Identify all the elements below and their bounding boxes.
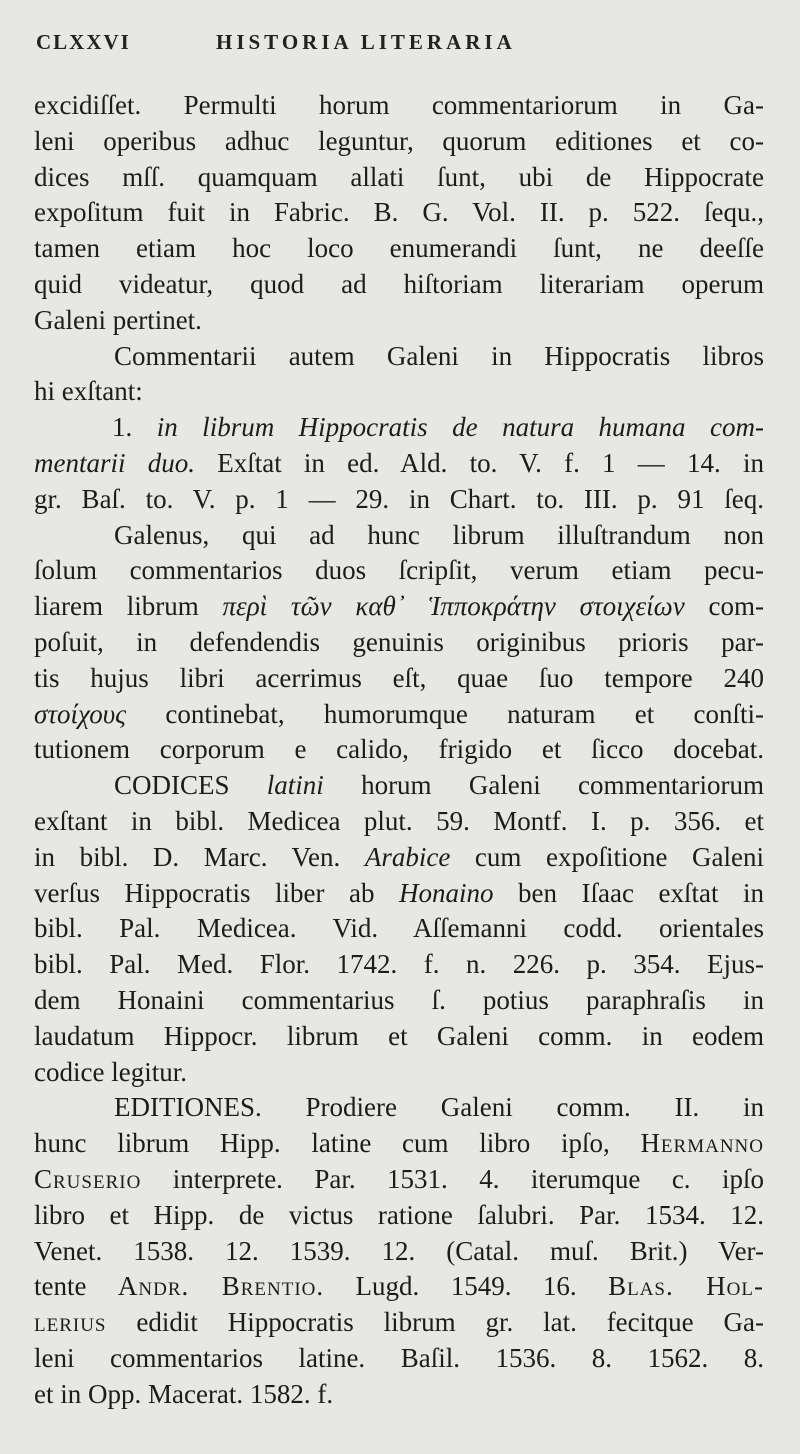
text-line: dem Honaini commentarius ſ. potius paraphraſis in [34,984,764,1015]
text-line: lerius edidit Hippocratis librum gr. lat. fecitque Ga- [34,1307,764,1338]
text-body [34,88,764,1412]
text-line: tutionem corporum e calido, frigido et ſicco docebat. [34,734,764,765]
text-line: quid videatur, quod ad hiſtoriam literariam operum [34,268,764,299]
text-line: tis hujus libri acerrimus eſt, quae ſuo tempore 240 [34,662,764,693]
text-line: Galeni pertinet. [34,304,202,335]
text-line: hi exſtant: [34,376,143,407]
text-line: mentarii duo. Exſtat in ed. Ald. to. V. f. 1 — 14. in [34,447,764,478]
text-line: leni commentarios latine. Baſil. 1536. 8. 1562. 8. [34,1342,764,1373]
text-line: bibl. Pal. Medicea. Vid. Aſſemanni codd. orientales [34,913,764,944]
text-line: dices mſſ. quamquam allati ſunt, ubi de Hippocrate [34,161,764,192]
text-line: excidiſſet. Permulti horum commentariorum in Ga- [34,90,764,120]
page-number: CLXXVI [36,30,131,54]
text-line: CODICES latini horum Galeni commentariorum [114,770,764,801]
text-line: Commentarii autem Galeni in Hippocratis libros [114,340,764,371]
text-line: verſus Hippocratis liber ab Honaino ben Iſaac exſtat in [34,877,764,908]
text-line: EDITIONES. Prodiere Galeni comm. II. in [114,1092,764,1123]
text-line: 1. in librum Hippocratis de natura humana com- [112,412,764,443]
text-line: et in Opp. Macerat. 1582. f. [34,1378,334,1409]
text-line: στοίχους continebat, humorumque naturam et conſti- [34,698,764,729]
text-line: bibl. Pal. Med. Flor. 1742. f. n. 226. p. 354. Ejus- [34,949,764,980]
text-line: in bibl. D. Marc. Ven. Arabice cum expoſitione Galeni [34,841,764,872]
text-line: tamen etiam hoc loco enumerandi ſunt, ne deeſſe [34,233,764,264]
greek-word: στοίχους [34,698,127,729]
text-line: exſtant in bibl. Medicea plut. 59. Montf. I. p. 356. et [34,805,764,836]
text-line: libro et Hipp. de victus ratione ſalubri. Par. 1534. 12. [34,1199,764,1230]
text-line: tente Andr. Brentio. Lugd. 1549. 16. Blas. Hol- [34,1271,764,1302]
text-line: liarem librum περὶ τῶν καθ᾽ Ἱπποκράτην στοιχείων com- [34,591,764,622]
text-line: gr. Baſ. to. V. p. 1 — 29. in Chart. to. III. p. 91 ſeq. [34,483,764,514]
text-line: leni operibus adhuc leguntur, quorum editiones et co- [34,125,764,156]
greek-title: περὶ τῶν καθ᾽ Ἱπποκράτην στοιχείων [222,591,685,622]
text-line: Venet. 1538. 12. 1539. 12. (Catal. muſ. Brit.) Ver- [34,1235,764,1266]
page-header [36,30,766,62]
text-line: poſuit, in defendendis genuinis originibus prioris par- [34,626,764,657]
text-line: Galenus, qui ad hunc librum illuſtrandum non [114,519,764,550]
text-line: ſolum commentarios duos ſcripſit, verum etiam pecu- [34,555,764,586]
text-line: hunc librum Hipp. latine cum libro ipſo, Hermanno [34,1128,764,1159]
text-line: Cruserio interprete. Par. 1531. 4. iterumque c. ipſo [34,1163,764,1194]
text-line: codice legitur. [34,1056,187,1087]
text-line: expoſitum fuit in Fabric. B. G. Vol. II. p. 522. ſequ., [34,197,764,228]
text-line: laudatum Hippocr. librum et Galeni comm. in eodem [34,1020,764,1051]
running-head: HISTORIA LITERARIA [216,30,516,54]
